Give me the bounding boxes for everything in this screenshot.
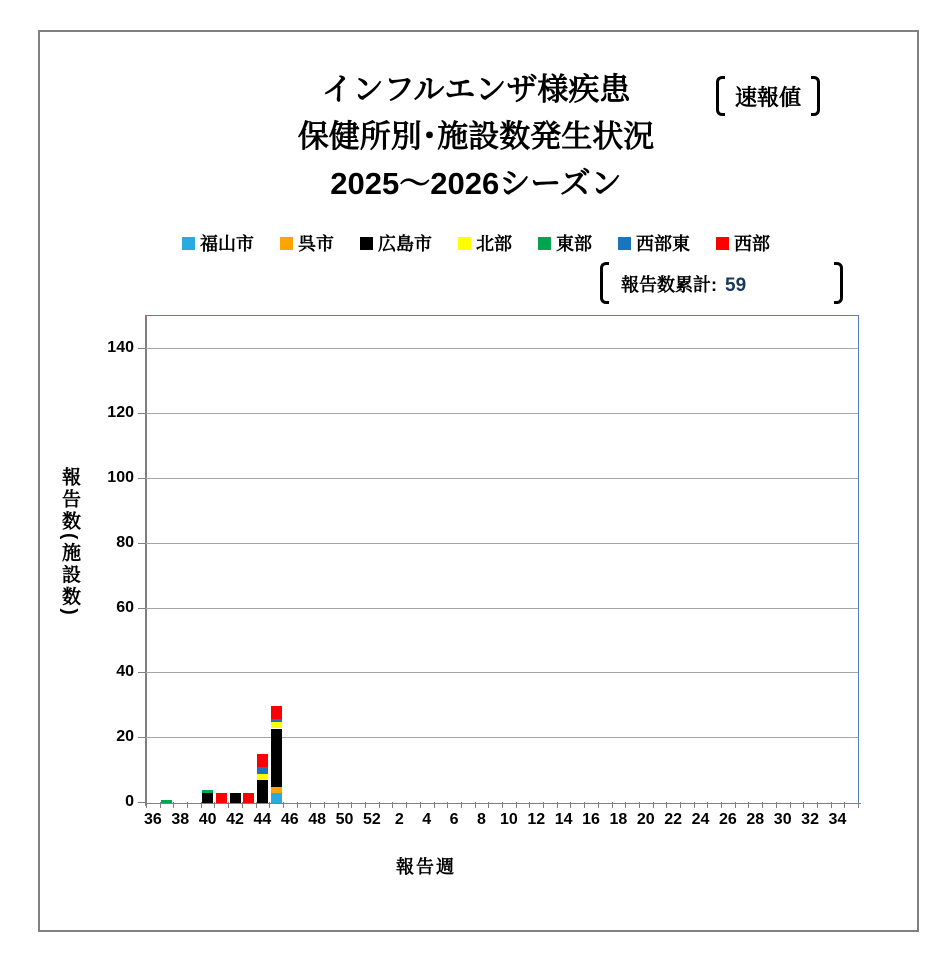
bar-segment: [271, 722, 282, 728]
x-axis-tick: [612, 802, 613, 808]
legend: [0, 230, 952, 256]
bar-segment: [271, 787, 282, 793]
x-axis-tick-label: 26: [719, 811, 737, 828]
x-axis-tick: [748, 802, 749, 808]
legend-item: [360, 230, 432, 256]
bar-segment: [202, 790, 213, 793]
y-axis-tick-label: 0: [125, 793, 134, 810]
x-axis-tick: [625, 802, 626, 808]
bar-segment: [271, 793, 282, 803]
gridline: [146, 543, 858, 544]
cumulative-report-value: 59: [725, 275, 747, 296]
x-axis-tick: [297, 802, 298, 808]
x-axis-tick: [803, 802, 804, 808]
x-axis-tick: [461, 802, 462, 808]
right-bracket-icon: [834, 262, 843, 304]
x-axis-tick: [776, 802, 777, 808]
legend-swatch-icon: [458, 237, 471, 250]
x-axis-tick-label: 44: [253, 811, 272, 828]
x-axis-tick: [420, 802, 421, 808]
x-axis-tick: [653, 802, 654, 808]
y-axis-tick-label: 20: [116, 728, 134, 746]
x-axis-tick-label: 16: [582, 811, 600, 828]
cumulative-report-box: [600, 262, 843, 304]
x-axis-tick: [488, 802, 489, 808]
x-axis-tick-label: 36: [143, 811, 162, 828]
left-bracket-icon: [716, 76, 725, 116]
x-axis-tick-label: 12: [527, 811, 546, 828]
bar-segment: [257, 754, 268, 767]
chart-title-line2: 保健所別･施設数発生状況: [297, 119, 655, 154]
bar-segment: [161, 800, 172, 803]
x-axis-tick: [831, 802, 832, 808]
left-bracket-icon: [600, 262, 609, 304]
plot-area: [107, 315, 859, 828]
x-axis-tick-label: 30: [773, 811, 792, 828]
x-axis-tick: [584, 802, 585, 808]
right-bracket-icon: [811, 76, 820, 116]
bar-segment: [271, 729, 282, 787]
x-axis-tick: [146, 802, 147, 808]
x-axis-tick: [502, 802, 503, 808]
x-axis-tick: [283, 802, 284, 808]
x-axis-tick: [365, 802, 366, 808]
x-axis-tick: [475, 802, 476, 808]
x-axis-tick: [406, 802, 407, 808]
legend-swatch-icon: [280, 237, 293, 250]
legend-swatch-icon: [716, 237, 729, 250]
y-axis-title: 報告数(施設数): [59, 467, 80, 618]
x-axis-tick-label: 40: [198, 811, 217, 828]
x-axis-tick: [707, 802, 708, 808]
x-axis-tick: [666, 802, 667, 808]
gridline: [146, 737, 858, 738]
legend-swatch-icon: [182, 237, 195, 250]
x-axis-tick-label: 8: [477, 811, 486, 828]
x-axis-tick: [529, 802, 530, 808]
cumulative-report-text: [609, 262, 834, 304]
x-axis-tick: [379, 802, 380, 808]
x-axis-tick-label: 46: [280, 811, 299, 828]
y-axis-tick: [138, 348, 145, 349]
legend-swatch-icon: [538, 237, 551, 250]
bar-segment: [257, 774, 268, 780]
x-axis-title: 報告週: [396, 857, 456, 877]
x-axis-tick: [735, 802, 736, 808]
legend-swatch-icon: [360, 237, 373, 250]
x-axis-tick: [639, 802, 640, 808]
gridline: [146, 478, 858, 479]
bar-segment: [257, 780, 268, 803]
x-axis-tick: [351, 802, 352, 808]
chart-title-line1: インフルエンザ様疾患: [321, 72, 631, 107]
x-axis-tick-label: 14: [554, 811, 573, 828]
x-axis-tick: [543, 802, 544, 808]
legend-item: [716, 230, 770, 256]
x-axis-tick: [324, 802, 325, 808]
x-axis-tick: [187, 802, 188, 808]
y-axis-tick: [138, 672, 145, 673]
bar-segment: [230, 793, 241, 803]
x-axis-tick-label: 50: [335, 811, 354, 828]
y-axis-tick: [138, 543, 145, 544]
y-axis-tick-label: 100: [107, 469, 134, 486]
x-axis-tick: [338, 802, 339, 808]
x-axis-tick-label: 20: [636, 811, 655, 828]
x-axis-tick: [762, 802, 763, 808]
y-axis-tick: [138, 478, 145, 479]
legend-item: [618, 230, 690, 256]
x-axis-tick-label: 34: [828, 811, 847, 828]
x-axis-tick-label: 6: [449, 811, 459, 828]
legend-item: [182, 230, 254, 256]
x-axis-tick: [598, 802, 599, 808]
legend-swatch-icon: [618, 237, 631, 250]
legend-label: 広島市: [378, 234, 432, 254]
y-axis-tick-label: 40: [116, 663, 134, 681]
y-axis-tick-label: 80: [116, 533, 134, 551]
legend-item: [458, 230, 512, 256]
preliminary-label: 速報値: [735, 85, 802, 110]
x-axis-tick: [858, 802, 859, 808]
x-axis-tick-label: 2: [394, 811, 404, 828]
x-axis-tick: [173, 802, 174, 808]
x-axis-tick: [844, 802, 845, 808]
x-axis-tick-label: 42: [226, 811, 244, 828]
x-axis-tick: [516, 802, 517, 808]
gridline: [146, 348, 858, 349]
preliminary-badge: [716, 76, 820, 116]
x-axis-tick: [721, 802, 722, 808]
chart-title-line3: 2025～2026シーズン: [330, 166, 622, 201]
x-axis-tick: [557, 802, 558, 808]
legend-label: 東部: [556, 234, 592, 254]
bar-segment: [243, 793, 254, 803]
x-axis-tick-label: 18: [609, 811, 628, 828]
x-axis-tick-label: 24: [691, 811, 710, 828]
legend-label: 西部東: [636, 234, 690, 254]
gridline: [146, 608, 858, 609]
x-axis-tick: [817, 802, 818, 808]
x-axis-tick-label: 10: [499, 811, 518, 828]
gridline: [146, 672, 858, 673]
x-axis-tick-label: 32: [801, 811, 819, 828]
y-axis-tick: [138, 802, 145, 803]
x-axis-tick-label: 28: [746, 811, 765, 828]
legend-label: 呉市: [298, 234, 334, 254]
x-axis-tick-label: 48: [308, 811, 327, 828]
y-axis-tick-label: 120: [107, 404, 134, 422]
x-axis-tick: [570, 802, 571, 808]
x-axis-tick: [434, 802, 435, 808]
cumulative-report-label: 報告数累計:: [621, 275, 717, 295]
bar-segment: [257, 767, 268, 773]
x-axis-tick: [680, 802, 681, 808]
x-axis-tick-label: 22: [664, 811, 683, 828]
bar-segment: [271, 706, 282, 719]
bar-segment: [271, 719, 282, 722]
x-axis-tick: [790, 802, 791, 808]
legend-item: [280, 230, 334, 256]
bar-segment: [216, 793, 227, 803]
y-axis-tick: [138, 413, 145, 414]
x-axis-tick: [310, 802, 311, 808]
y-axis-line: [145, 315, 147, 806]
x-axis-tick-label: 4: [422, 811, 432, 828]
y-axis-tick-label: 140: [107, 339, 134, 357]
legend-label: 北部: [476, 234, 512, 254]
bar-segment: [202, 793, 213, 803]
x-axis-tick-label: 38: [171, 811, 190, 828]
y-axis-tick-label: 60: [116, 598, 134, 616]
x-axis-tick: [694, 802, 695, 808]
gridline: [146, 413, 858, 414]
legend-label: 西部: [734, 234, 770, 254]
x-axis-tick: [447, 802, 448, 808]
legend-label: 福山市: [200, 234, 254, 254]
y-axis-tick: [138, 737, 145, 738]
legend-item: [538, 230, 592, 256]
x-axis-tick-label: 52: [363, 811, 381, 828]
x-axis-tick: [392, 802, 393, 808]
y-axis-tick: [138, 608, 145, 609]
